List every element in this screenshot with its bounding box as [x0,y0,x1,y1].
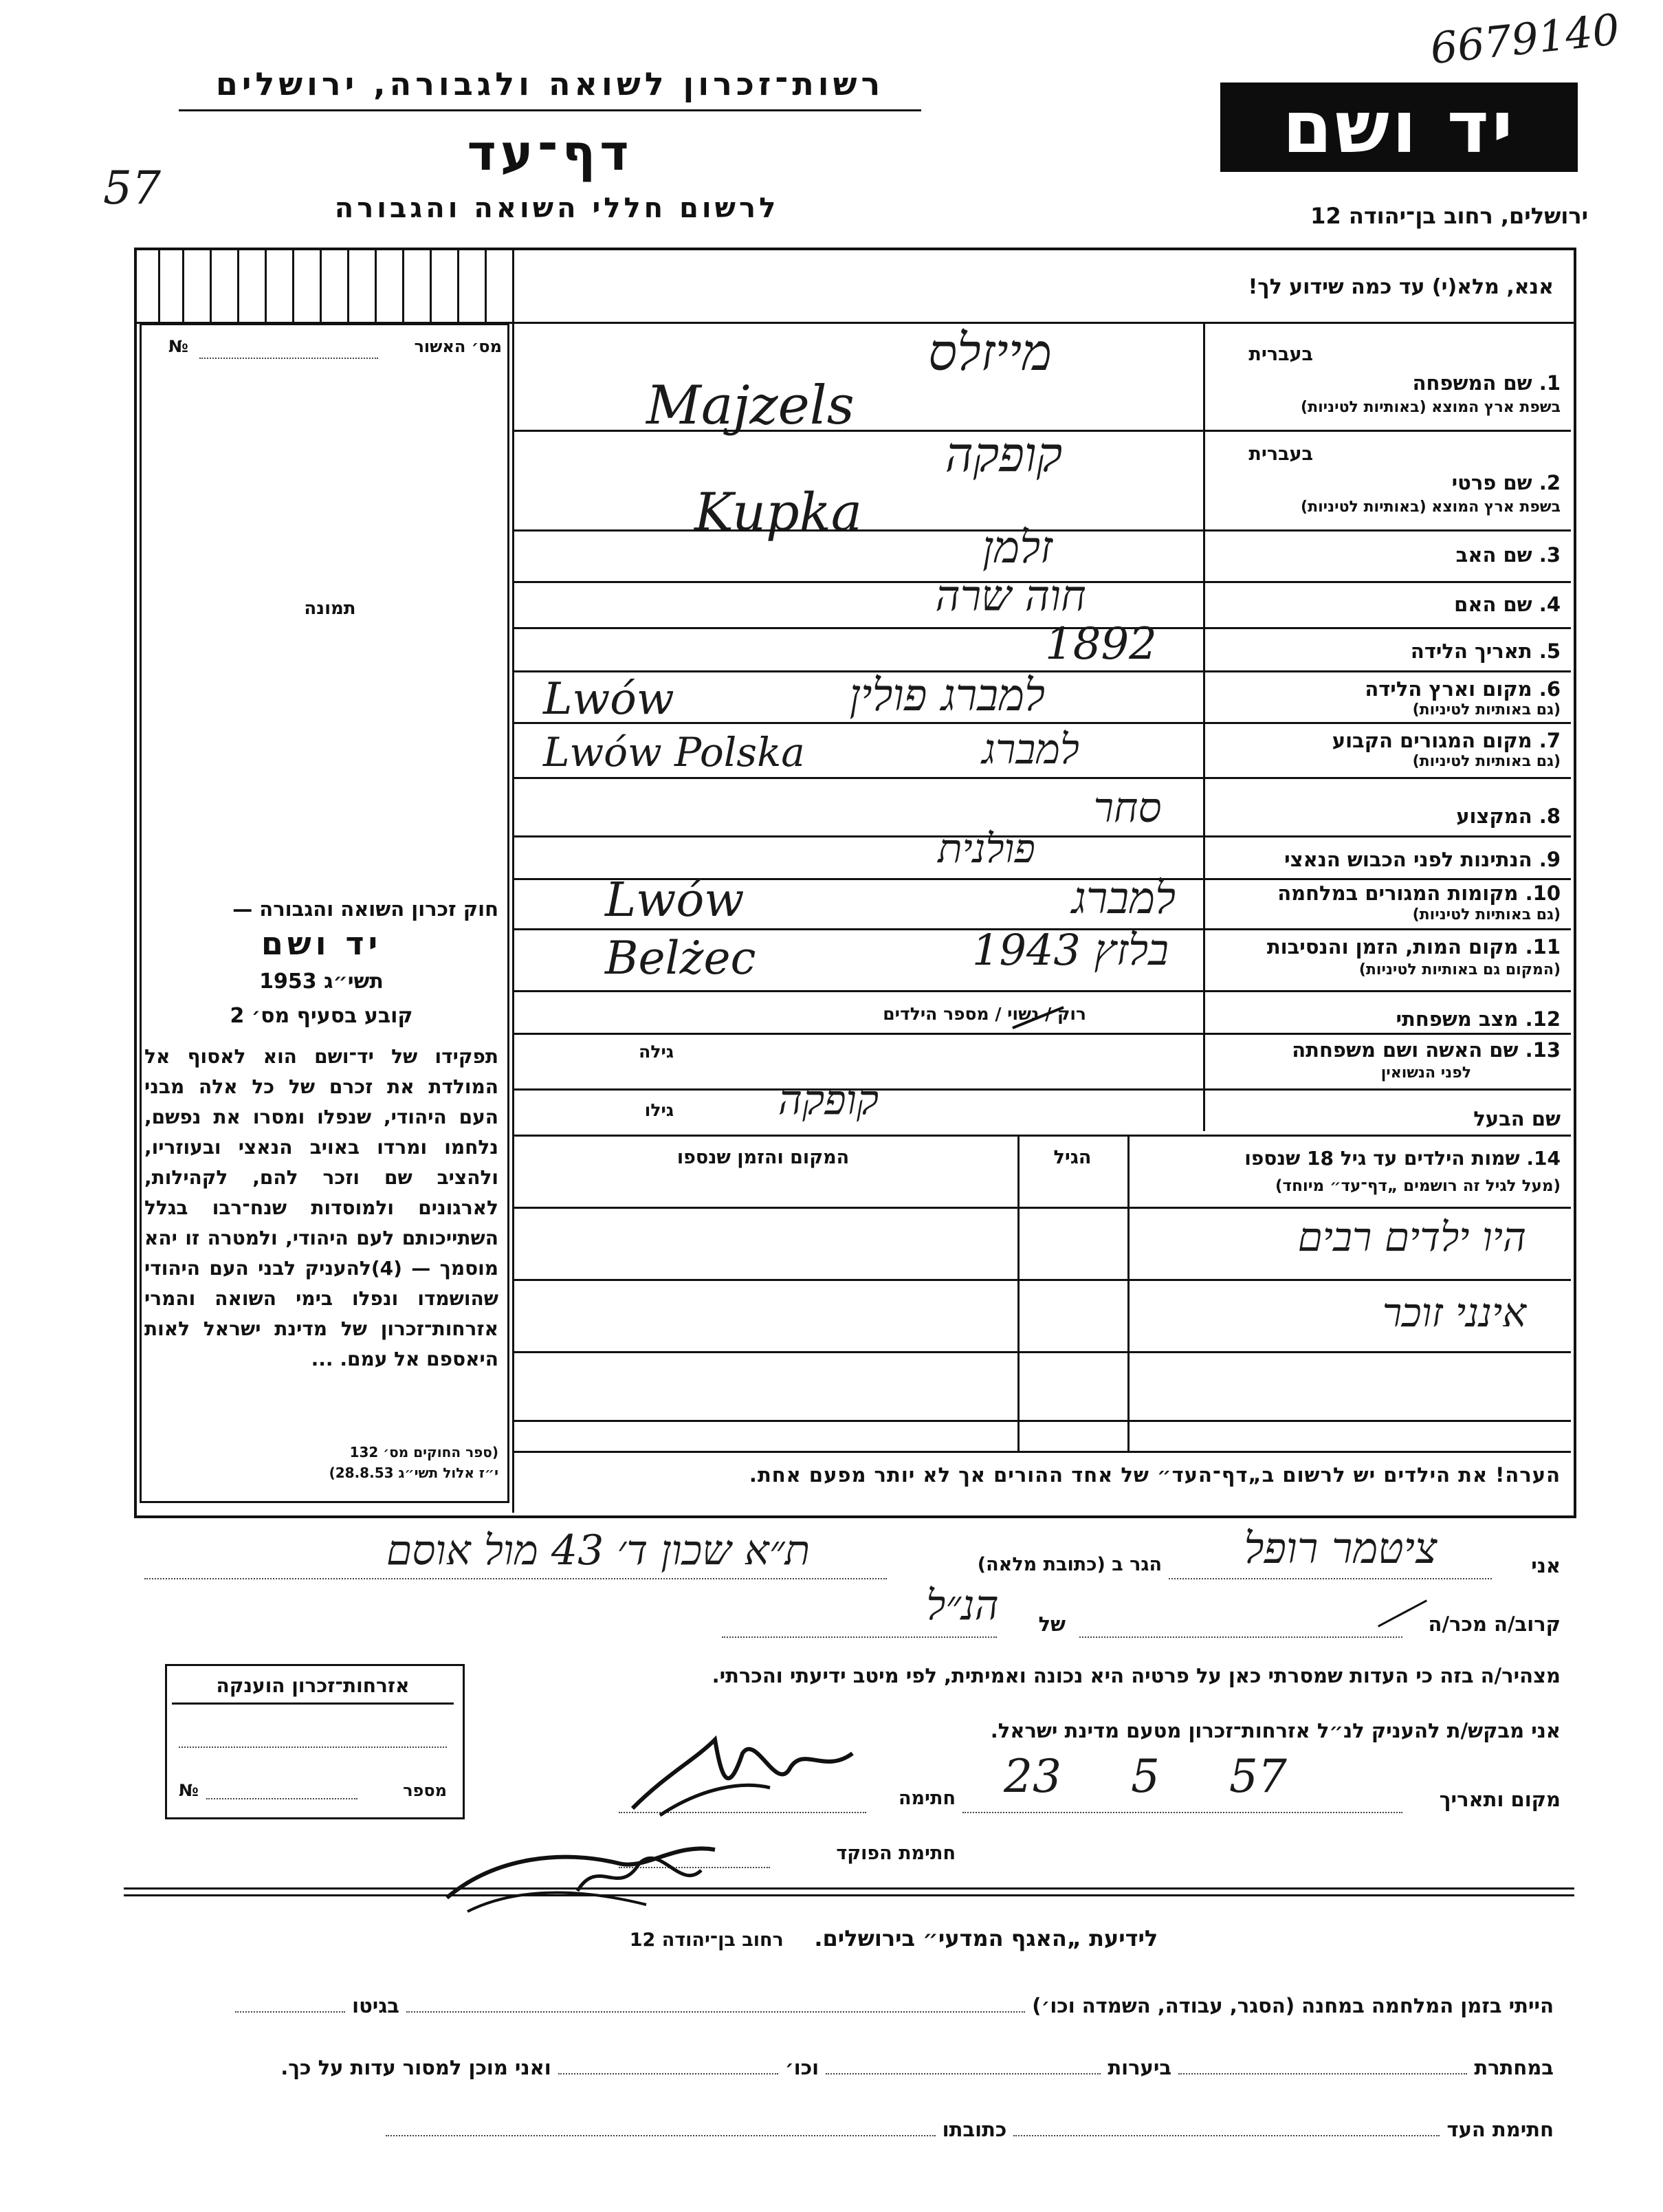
field-1-value-latin: Majzels [646,375,855,437]
note-text: הערה! את הילדים יש לרשום ב„דף־העד״ של אחד ההורים אך לא יותר מפעם אחת. [749,1463,1561,1487]
field-11-value-hebrew: בלזץ 1943 [972,925,1169,975]
field-11-sub: (המקום גם באותיות לטיניות) [1358,961,1561,978]
field-11-value-latin: Belżec [605,932,756,985]
law-title-line: חוק זכרון השואה והגבורה — [232,897,498,921]
of-value: הנ״ל [926,1581,999,1630]
law-year: תשי״ג 1953 [259,970,384,994]
footer-info: לידיעת „האגף המדעי״ בירושלים. רחוב בן־יהודה 12 [629,1925,1158,1951]
citizenship-number-label: מספר [403,1781,447,1800]
field-10-value-hebrew: למברג [1071,873,1176,924]
field-1-label: 1. שם המשפחה [1412,371,1561,395]
field-12-label: 12. מצב משפחתי [1396,1007,1561,1031]
residence-value: ת״א שכון ד׳ 43 מול אוסם [386,1526,811,1575]
children-place-header: המקום והזמן שנספו [676,1147,850,1168]
field-4-value: חוה שרה [935,571,1086,621]
law-text: תפקידו של יד־ושם הוא לאסוף אל המולדת את זכרם של כל אלה מבני העם היהודי, שנפלו ומסרו את נפשם, נלחמו ומרדו באויב הנאצי ובעוזריו, ולהציב שם וזכר להם, לקהילות, לארגונים ולמוסדות שנח־רבו בגלל השתייכותם לעם היהודי, ולמטרה זו יהא מוסמך — (4)להעניק לבני העם היהודי שהושמדו ונפלו בימי השואה והמרי אזרחות־זכרון של מדינת ישראל לאות היאספם אל עמם. ... [144,1045,498,1370]
authority-name: רשות־זכרון לשואה ולגבורה, ירושלים [179,65,921,111]
field-1-sub: בשפת ארץ המוצא (באותיות לטיניות) [1301,399,1561,416]
footer-line-2: במחתרת ביערות וכו׳ ואני מוכן למסור עדות על כך. [280,2056,1554,2079]
field-2-label: 2. שם פרטי [1451,471,1561,494]
label-column-divider [1203,323,1205,1131]
residence-label: הגר ב (כתובת מלאה) [977,1554,1162,1575]
field-2-sub: בשפת ארץ המוצא (באותיות לטיניות) [1301,499,1561,516]
child-row-1: היו ילדים רבים [1297,1214,1526,1260]
of-label: של [1038,1612,1066,1636]
law-clause: קובע בסעיף מס׳ 2 [230,1004,413,1028]
marital-status-options: רוק / נשוי / מספר הילדים [883,1004,1086,1024]
field-8-value: סחר [1093,784,1162,832]
field-3-label: 3. שם האב [1455,543,1561,567]
logo-text: יד ושם [1282,85,1516,169]
child-row-2: אינני זוכר [1382,1289,1526,1336]
declarant-name: ציטמר רופל [1244,1523,1438,1573]
photo-label: תמונה [304,598,356,619]
field-7-value-latin: Lwów Polska [543,729,805,776]
field-9-label: 9. הנתינות לפני הכבוש הנאצי [1284,848,1561,871]
date-value: 23 5 57 [1004,1750,1287,1803]
certificate-no-label: № [168,337,188,356]
wife-age-label: גילה [639,1042,674,1062]
instruction-text: אנא, מלא(י) עד כמה שידוע לך! [1248,275,1554,299]
declarant-label: אני [1531,1554,1561,1577]
field-6-value-latin: Lwów [543,674,674,725]
field-4-label: 4. שם האם [1454,593,1561,616]
certificate-label: מס׳ האשור [414,337,502,356]
signature-label: חתימה [898,1788,956,1809]
left-panel-divider [512,249,514,1513]
field-1-hebrew-tag: בעברית [1248,344,1313,365]
field-2-hebrew-tag: בעברית [1248,444,1313,465]
officer-signature-label: חתימת הפוקד [836,1843,956,1864]
field-5-label: 5. תאריך הלידה [1410,639,1561,663]
field-9-value: פולנית [938,825,1035,872]
law-name: יד ושם [261,925,382,962]
yad-vashem-logo [1220,83,1578,172]
field-10-sub: (גם באותיות לטיניות) [1412,906,1561,923]
note-top [512,1451,1571,1453]
field-10-value-latin: Lwów [605,873,745,928]
field-3-value: זלמן [982,523,1053,573]
relative-label: קרוב/ה מכר/ה [1428,1612,1561,1636]
law-reference-1: (ספר החוקים מס׳ 132 [349,1444,498,1460]
field-1-value-hebrew: מייזלס [927,323,1052,382]
field-6-sub: (גם באותיות לטיניות) [1412,701,1561,719]
field-2-value-hebrew: קופקה [945,426,1063,483]
declarant-signature [619,1712,866,1822]
declaration-statement: מצהיר/ה בזה כי העדות שמסרתי כאן על פרטיה היא נכונה ואמיתית, לפי מיטב ידיעתי והכרתי. [712,1664,1561,1687]
field-8-label: 8. המקצוע [1456,804,1561,828]
field-11-label: 11. מקום המות, הזמן והנסיבות [1266,935,1561,959]
field-13-label: 13. שם האשה ושם משפחתה [1292,1038,1561,1062]
children-label: 14. שמות הילדים עד גיל 18 שנספו [1244,1147,1561,1170]
form-title: דף־עד [467,124,633,182]
declaration-request: אני מבקש/ת להעניק לנ״ל אזרחות־זכרון מטעם מדינת ישראל. [990,1719,1561,1742]
law-reference-2: י״ז אלול תשי״ג 28.8.53) [329,1465,498,1481]
field-10-label: 10. מקומות המגורים במלחמה [1277,881,1561,905]
header-address: ירושלים, רחוב בן־יהודה 12 [1310,203,1588,229]
officer-signature [440,1815,729,1918]
husband-age-label: גילו [644,1100,674,1120]
field-7-label: 7. מקום המגורים הקבוע [1332,729,1561,752]
husband-value: קופקה [778,1076,879,1124]
citizenship-box-title: אזרחות־זכרון הוענקה [172,1674,454,1705]
form-subtitle: לרשום חללי השואה והגבורה [334,193,780,224]
children-age-header: הגיל [1053,1147,1092,1168]
citizenship-no-label: № [179,1781,199,1800]
reference-number: 6679140 [1427,3,1622,74]
field-13-sub: לפני הנשואין [1380,1064,1471,1082]
footer-line-1: הייתי בזמן המלחמה במחנה (הסגר, עבודה, השמדה וכו׳) בגיטו [124,1994,1554,2017]
field-7-sub: (גם באותיות לטיניות) [1412,753,1561,770]
place-date-label: מקום ותאריך [1439,1788,1561,1811]
field-6-label: 6. מקום וארץ הלידה [1365,677,1561,701]
field-7-value-hebrew: למברג [982,725,1079,774]
footer-separator [124,1887,1574,1890]
children-section-top [512,1135,1571,1137]
field-6-value-hebrew: למברג פולין [849,670,1045,721]
husband-label: שם הבעל [1473,1107,1561,1130]
margin-number: 57 [103,162,161,215]
field-2-value-latin: Kupka [694,481,863,543]
field-5-value: 1892 [1045,619,1157,670]
footer-line-3: חתימת העד כתובתו [124,2118,1554,2141]
children-sub: (מעל לגיל זה רושמים „דף־עד״ מיוחד) [1275,1177,1561,1195]
